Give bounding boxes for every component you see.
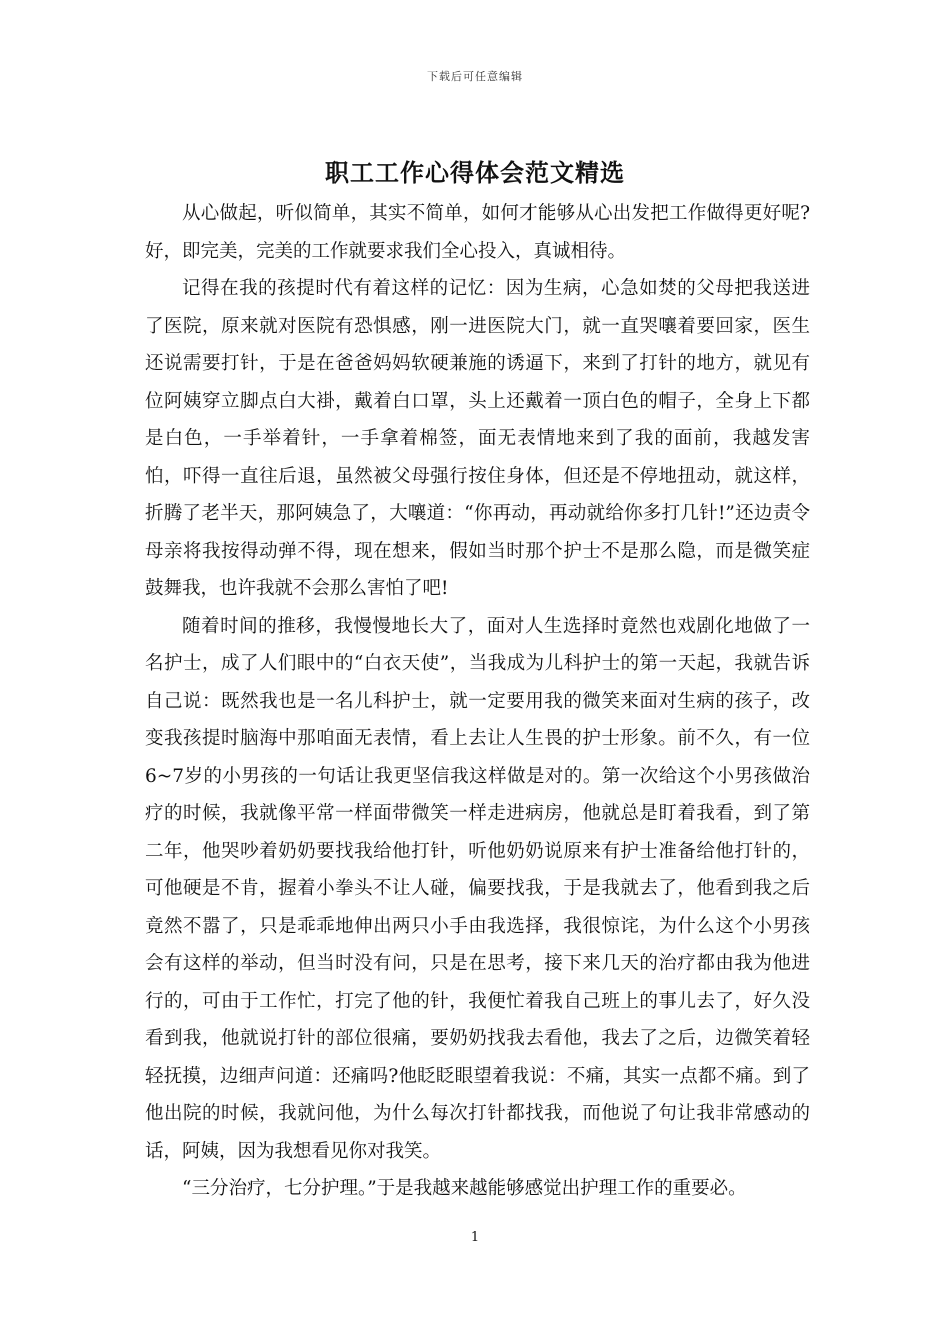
header-note: 下载后可任意编辑 bbox=[427, 70, 523, 83]
paragraph: 随着时间的推移，我慢慢地长大了，面对人生选择时竟然也戏剧化地做了一名护士，成了人们眼中的“白衣天使”，当我成为儿科护士的第一天起，我就告诉自己说：既然我也是一名儿科护士，就一定要用我的微笑来面对生病的孩子，改变我孩提时脑海中那咱面无表情，看上去让人生畏的护士形象。前不久，有一位6~7岁的小男孩的一句话让我更坚信我这样做是对的。第一次给这个小男孩做治疗的时候，我就像平常一样面带微笑一样走进病房，他就总是盯着我看，到了第二年，他哭吵着奶奶要找我给他打针，听他奶奶说原来有护士准备给他打针的，可他硬是不肯，握着小拳头不让人碰，偏要找我，于是我就去了，他看到我之后竟然不嚣了，只是乖乖地伸出两只小手由我选择，我很惊诧，为什么这个小男孩会有这样的举动，但当时没有问，只是在思考，接下来几天的治疗都由我为他进行的，可由于工作忙，打完了他的针，我便忙着我自己班上的事儿去了，好久没看到我，他就说打针的部位很痛，要奶奶找我去看他，我去了之后，边微笑着轻轻抚摸，边细声问道：还痛吗?他眨眨眼望着我说：不痛，其实一点都不痛。到了他出院的时候，我就问他，为什么每次打针都找我，而他说了句让我非常感动的话，阿姨，因为我想看见你对我笑。 bbox=[145, 615, 810, 1162]
paragraph: 从心做起，听似简单，其实不简单，如何才能够从心出发把工作做得更好呢?好，即完美，完美的工作就要求我们全心投入，真诚相待。 bbox=[145, 203, 810, 262]
document-title: 职工工作心得体会范文精选 bbox=[325, 158, 625, 187]
page-number: 1 bbox=[470, 1230, 480, 1245]
paragraph: 记得在我的孩提时代有着这样的记忆：因为生病，心急如焚的父母把我送进了医院，原来就对医院有恐惧感，刚一进医院大门，就一直哭嚷着要回家，医生还说需要打针，于是在爸爸妈妈软硬兼施的诱逼下，来到了打针的地方，就见有位阿姨穿立脚点白大褂，戴着白口罩，头上还戴着一顶白色的帽子，全身上下都是白色，一手举着针，一手拿着棉签，面无表情地来到了我的面前，我越发害怕，吓得一直往后退，虽然被父母强行按住身体，但还是不停地扭动，就这样，折腾了老半天，那阿姨急了，大嚷道：“你再动，再动就给你多打几针!”还边责令母亲将我按得动弹不得，现在想来，假如当时那个护士不是那么隐，而是微笑症鼓舞我，也许我就不会那么害怕了吧! bbox=[145, 278, 810, 599]
paragraph: “三分治疗，七分护理。”于是我越来越能够感觉出护理工作的重要必。 bbox=[182, 1178, 747, 1199]
document-body bbox=[145, 195, 810, 1208]
